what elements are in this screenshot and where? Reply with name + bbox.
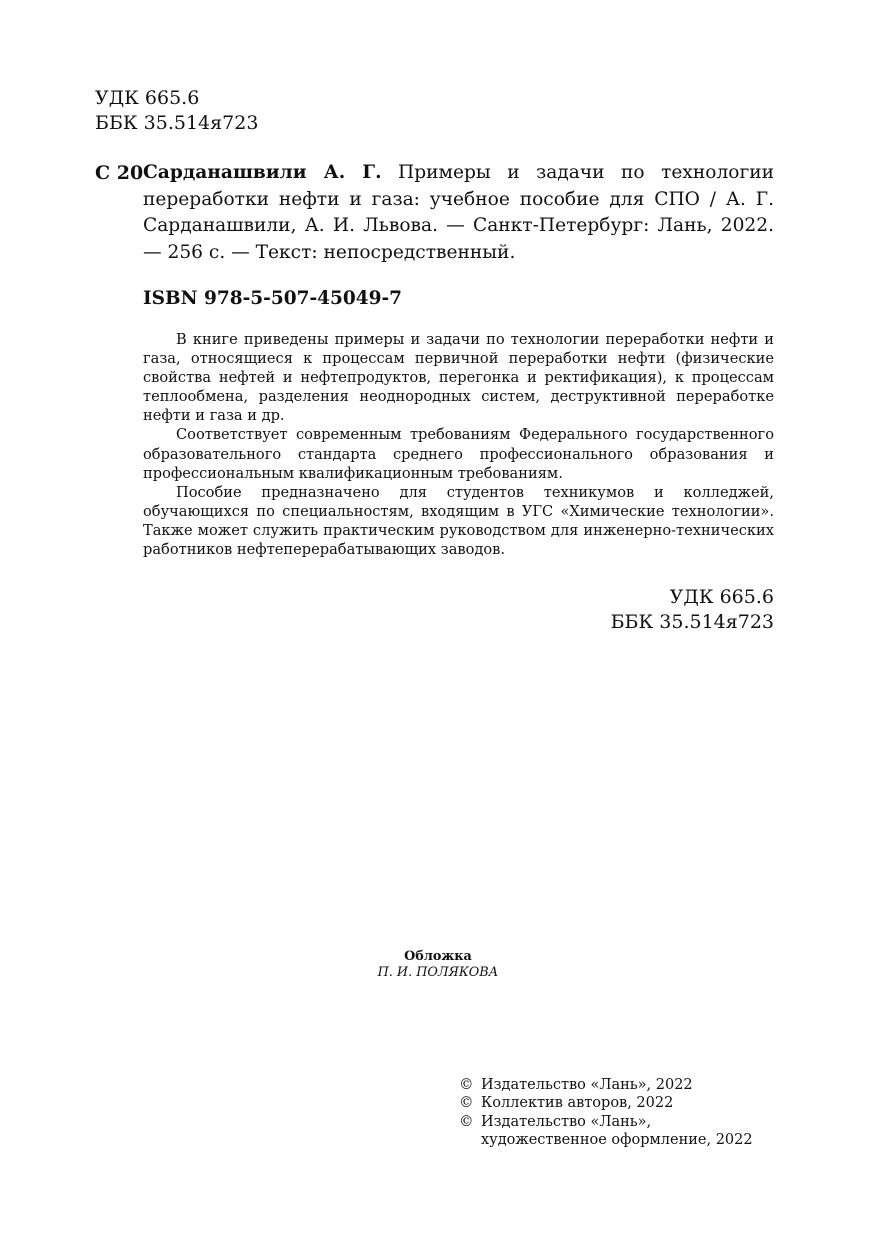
copyright-line xyxy=(459,1094,753,1112)
copyright-notices xyxy=(459,1076,753,1149)
classification-codes-top xyxy=(95,86,258,136)
copyright-text: Коллектив авторов, 2022 xyxy=(481,1095,674,1112)
bibliographic-description xyxy=(143,160,774,266)
annotation-paragraph: В книге приведены примеры и задачи по технологии переработки нефти и газа, относящиеся к процессам первичной переработки нефти (физические свойства нефтей и нефтепродуктов, перегонка и ректификация), к процессам теплообмена, разделения неоднородных систем, деструктивной переработке нефти и газа и др. xyxy=(143,331,774,425)
author-heading: Сарданашвили А. Г. xyxy=(143,162,382,183)
annotation-paragraph: Пособие предназначено для студентов техникумов и колледжей, обучающихся по специальностям, входящим в УГС «Химические технологии». Также может служить практическим руководством для инженерно-технических работников нефтеперерабатывающих заводов. xyxy=(143,483,774,559)
copyright-continuation: художественное оформление, 2022 xyxy=(481,1131,753,1148)
copyright-text: Издательство «Лань», 2022 xyxy=(481,1077,693,1093)
copyright-icon: © xyxy=(459,1095,474,1112)
bbk-code: ББК 35.514я723 xyxy=(95,112,259,134)
udk-code: УДК 665.6 xyxy=(669,586,774,608)
copyright-icon: © xyxy=(459,1113,474,1130)
copyright-line xyxy=(459,1113,753,1131)
bibliographic-record xyxy=(95,160,774,266)
udk-code: УДК 665.6 xyxy=(95,87,200,109)
classification-codes-bottom xyxy=(611,585,774,635)
copyright-line xyxy=(459,1076,753,1094)
annotation xyxy=(143,330,774,559)
cover-designer: П. И. ПОЛЯКОВА xyxy=(377,965,499,980)
copyright-icon: © xyxy=(459,1077,474,1093)
copyright-text: Издательство «Лань», xyxy=(481,1113,652,1130)
description-text: Примеры и задачи по технологии переработки нефти и газа: учебное пособие для СПО / А. Г. Сарданашвили, А. И. Львова. — Санкт-Петербург: Лань, 2022. — 256 с. — Текст: непосредственный. xyxy=(143,162,774,263)
isbn: ISBN 978-5-507-45049-7 xyxy=(143,288,403,309)
author-sign-code: С 20 xyxy=(95,162,144,184)
bbk-code: ББК 35.514я723 xyxy=(610,611,774,633)
cover-label: Обложка xyxy=(404,949,472,964)
annotation-paragraph: Соответствует современным требованиям Федерального государственного образовательного стандарта среднего профессионального образования и профессиональным квалификационным требованиям. xyxy=(143,426,774,482)
cover-credit xyxy=(338,949,538,981)
